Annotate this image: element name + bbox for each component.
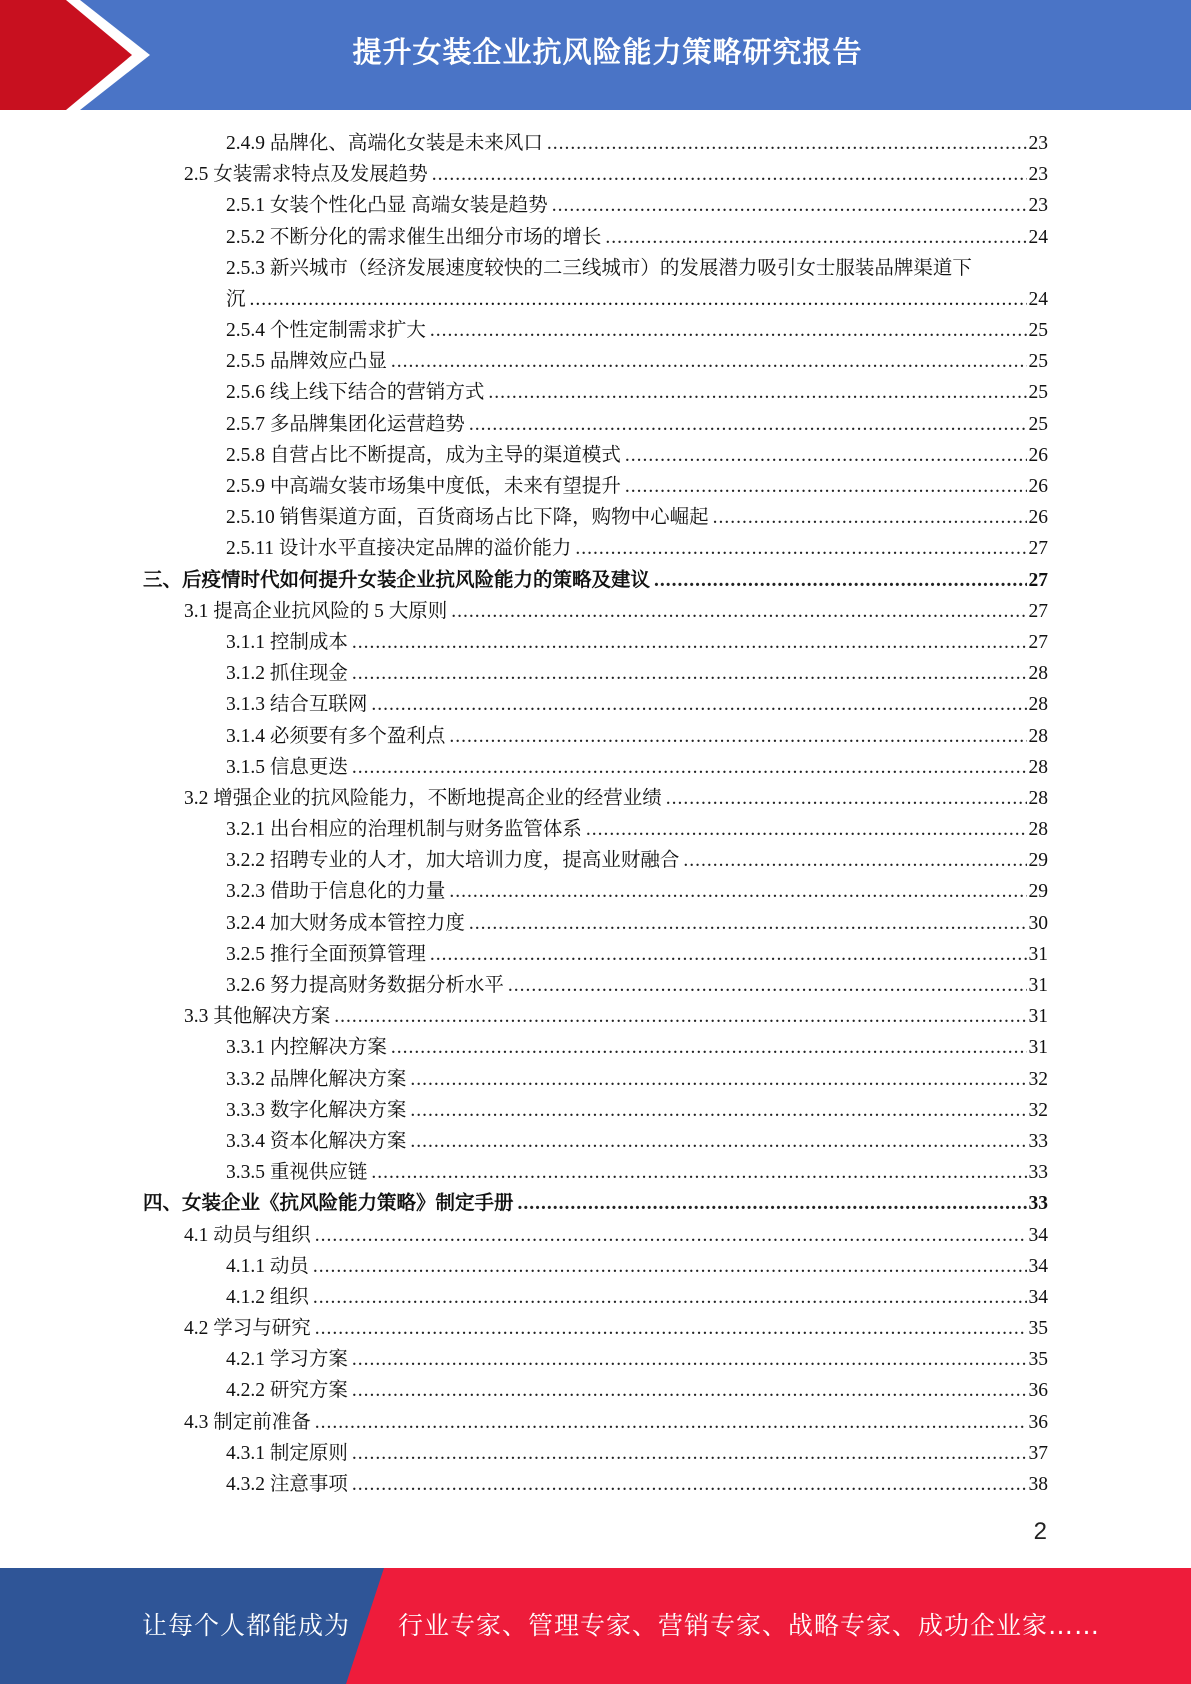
toc-leader-dots [518, 1188, 1027, 1219]
toc-entry[interactable] [0, 1313, 1191, 1344]
toc-entry-page: 24 [1028, 226, 1048, 248]
toc-entry-page: 26 [1028, 476, 1048, 498]
toc-entry[interactable] [0, 752, 1191, 783]
toc-leader-dots [352, 627, 1027, 658]
toc-leader-dots [352, 658, 1027, 689]
toc-entry-page: 28 [1028, 756, 1048, 778]
toc-entry[interactable] [0, 159, 1191, 190]
toc-entry-page: 28 [1028, 694, 1048, 716]
toc-entry-title: 学习方案 [269, 1349, 348, 1371]
toc-entry-page: 27 [1028, 538, 1048, 560]
toc-entry-page: 31 [1028, 975, 1048, 997]
toc-leader-dots [352, 1344, 1027, 1375]
toc-entry-page: 31 [1028, 1037, 1048, 1059]
toc-entry[interactable] [0, 471, 1191, 502]
toc-leader-dots [352, 1469, 1027, 1500]
toc-entry[interactable] [0, 346, 1191, 377]
toc-entry-title: 自营占比不断提高，成为主导的渠道模式 [269, 444, 621, 466]
toc-entry[interactable] [0, 502, 1191, 533]
toc-entry-number: 4.3.1 [226, 1442, 265, 1464]
toc-leader-dots [469, 409, 1027, 440]
toc-entry-number: 3.3 [184, 1006, 209, 1028]
toc-entry-number: 2.5.8 [226, 444, 265, 466]
toc-entry[interactable] [0, 253, 1191, 315]
toc-leader-dots [315, 1407, 1027, 1438]
toc-entry[interactable] [0, 627, 1191, 658]
toc-entry-title: 抓住现金 [269, 663, 348, 685]
toc-entry-title: 女装需求特点及发展趋势 [213, 164, 428, 186]
toc-entry-page: 29 [1028, 850, 1048, 872]
toc-entry-title: 研究方案 [269, 1380, 348, 1402]
footer-slogan-left: 让每个人都能成为 [142, 1611, 351, 1640]
toc-leader-dots [410, 1064, 1026, 1095]
toc-entry-title: 不断分化的需求催生出细分市场的增长 [269, 226, 602, 248]
toc-leader-dots [488, 377, 1026, 408]
toc-entry[interactable] [0, 845, 1191, 876]
toc-entry-title: 线上线下结合的营销方式 [269, 382, 485, 404]
toc-entry-page: 25 [1028, 320, 1048, 342]
toc-entry[interactable] [0, 315, 1191, 346]
toc-leader-dots [352, 1375, 1027, 1406]
toc-entry-title: 组织 [269, 1286, 309, 1308]
toc-entry-number: 2.5.4 [226, 320, 265, 342]
toc-entry-page: 36 [1028, 1380, 1048, 1402]
toc-entry-page: 35 [1028, 1349, 1048, 1371]
toc-entry[interactable] [0, 970, 1191, 1001]
toc-entry[interactable] [0, 1469, 1191, 1500]
toc-entry-number: 3.1.2 [226, 663, 265, 685]
toc-entry[interactable] [0, 1001, 1191, 1032]
toc-entry-page: 35 [1028, 1318, 1048, 1340]
toc-entry-title: 后疫情时代如何提升女装企业抗风险能力的策略及建议 [182, 569, 651, 591]
toc-entry-number: 3.1.1 [226, 631, 265, 653]
toc-entry-number: 3.3.3 [226, 1099, 265, 1121]
toc-entry-number: 3.2.6 [226, 975, 265, 997]
toc-leader-dots [250, 284, 1027, 315]
toc-entry[interactable] [0, 908, 1191, 939]
toc-entry-title: 动员与组织 [213, 1224, 311, 1246]
toc-entry-title: 结合互联网 [269, 694, 368, 716]
toc-entry-title: 努力提高财务数据分析水平 [269, 975, 504, 997]
toc-entry-number: 4.3.2 [226, 1474, 265, 1496]
toc-entry-number: 2.5.10 [226, 507, 275, 529]
toc-entry-title: 学习与研究 [213, 1318, 311, 1340]
toc-entry[interactable] [0, 689, 1191, 720]
toc-entry-title: 其他解决方案 [213, 1006, 331, 1028]
toc-leader-dots [313, 1282, 1027, 1313]
toc-entry[interactable] [0, 1095, 1191, 1126]
toc-entry[interactable] [0, 1220, 1191, 1251]
toc-entry-page: 23 [1028, 132, 1048, 154]
toc-entry[interactable] [0, 1407, 1191, 1438]
toc-entry-title: 设计水平直接决定品牌的溢价能力 [278, 538, 572, 560]
toc-entry-title-continued: 沉 [226, 288, 246, 310]
toc-entry-number: 3.2 [184, 787, 209, 809]
page-number: 2 [1033, 1518, 1047, 1545]
toc-entry-page: 33 [1028, 1193, 1048, 1215]
toc-leader-dots [315, 1220, 1027, 1251]
toc-entry-number: 3.1.5 [226, 756, 265, 778]
toc-leader-dots [575, 533, 1026, 564]
toc-entry-number: 2.5.2 [226, 226, 265, 248]
toc-entry-number: 2.5.6 [226, 382, 265, 404]
toc-leader-dots [666, 783, 1027, 814]
toc-leader-dots [713, 502, 1027, 533]
toc-leader-dots [469, 908, 1027, 939]
toc-leader-dots [449, 721, 1026, 752]
toc-entry-title: 动员 [269, 1255, 309, 1277]
toc-leader-dots [449, 876, 1026, 907]
toc-entry-page: 38 [1028, 1474, 1048, 1496]
toc-leader-dots [391, 346, 1027, 377]
toc-entry-number: 3.2.4 [226, 912, 265, 934]
toc-entry-number: 3.3.2 [226, 1068, 265, 1090]
toc-entry[interactable] [0, 814, 1191, 845]
toc-entry[interactable] [0, 658, 1191, 689]
toc-entry-page: 27 [1028, 600, 1048, 622]
toc-entry-number: 3.1 [184, 600, 209, 622]
toc-entry-page: 28 [1028, 819, 1048, 841]
toc-entry-title: 内控解决方案 [269, 1037, 387, 1059]
toc-leader-dots [451, 596, 1026, 627]
toc-entry[interactable] [0, 1126, 1191, 1157]
toc-entry-title: 女装个性化凸显 高端女装是趋势 [269, 195, 548, 217]
toc-entry-title: 重视供应链 [269, 1162, 368, 1184]
toc-entry[interactable] [0, 1376, 1191, 1407]
toc-leader-dots [508, 970, 1027, 1001]
toc-entry-page: 26 [1028, 444, 1048, 466]
toc-entry-title: 女装企业《抗风险能力策略》制定手册 [182, 1193, 514, 1215]
toc-entry-title: 控制成本 [269, 631, 348, 653]
toc-entry-page: 26 [1028, 507, 1048, 529]
toc-leader-dots [432, 159, 1027, 190]
footer-slogan-right: 行业专家、管理专家、营销专家、战略专家、成功企业家…… [398, 1611, 1101, 1640]
toc-entry-page: 37 [1028, 1442, 1048, 1464]
toc-entry[interactable] [0, 222, 1191, 253]
toc-entry[interactable] [0, 128, 1191, 159]
toc-entry[interactable] [0, 1282, 1191, 1313]
toc-entry-number: 3.2.2 [226, 850, 265, 872]
toc-entry-page: 23 [1028, 195, 1048, 217]
toc-entry[interactable] [0, 596, 1191, 627]
page-header [0, 0, 1191, 110]
toc-entry-number: 2.4.9 [226, 132, 265, 154]
toc-entry-title: 出台相应的治理机制与财务监管体系 [269, 819, 582, 841]
toc-entry-number: 2.5.1 [226, 195, 265, 217]
toc-leader-dots [352, 752, 1027, 783]
toc-leader-dots [605, 222, 1026, 253]
toc-chapter-entry[interactable] [0, 565, 1191, 596]
toc-entry-title: 提高企业抗风险的 5 大原则 [213, 600, 448, 622]
toc-leader-dots [410, 1095, 1026, 1126]
toc-entry-page: 23 [1028, 164, 1048, 186]
toc-entry-number: 4.2 [184, 1318, 209, 1340]
toc-entry-page: 28 [1028, 725, 1048, 747]
toc-leader-dots [586, 814, 1027, 845]
toc-leader-dots [552, 190, 1027, 221]
toc-entry-title: 制定前准备 [213, 1411, 311, 1433]
toc-entry-number: 3.2.3 [226, 881, 265, 903]
toc-entry-title: 必须要有多个盈利点 [269, 725, 446, 747]
toc-entry-number: 2.5.7 [226, 413, 265, 435]
toc-entry-page: 24 [1028, 288, 1048, 310]
toc-entry[interactable] [0, 1064, 1191, 1095]
toc-entry[interactable] [0, 721, 1191, 752]
toc-entry-title: 资本化解决方案 [269, 1130, 407, 1152]
toc-entry-page: 34 [1028, 1286, 1048, 1308]
toc-leader-dots [391, 1032, 1027, 1063]
toc-entry-page: 31 [1028, 1006, 1048, 1028]
toc-leader-dots [547, 128, 1027, 159]
toc-entry-title: 数字化解决方案 [269, 1099, 407, 1121]
toc-entry-number: 4.2.1 [226, 1349, 265, 1371]
toc-entry-number: 2.5.9 [226, 476, 265, 498]
toc-entry[interactable] [0, 1032, 1191, 1063]
toc-entry-number: 四、 [143, 1193, 183, 1215]
toc-entry-title: 销售渠道方面，百货商场占比下降，购物中心崛起 [279, 507, 709, 529]
toc-entry[interactable] [0, 783, 1191, 814]
toc-entry-page: 34 [1028, 1224, 1048, 1246]
toc-entry-number: 3.3.1 [226, 1037, 265, 1059]
toc-leader-dots [625, 440, 1027, 471]
toc-entry-page: 29 [1028, 881, 1048, 903]
toc-entry-number: 3.2.5 [226, 943, 265, 965]
toc-entry[interactable] [0, 409, 1191, 440]
toc-entry-page: 36 [1028, 1411, 1048, 1433]
toc-leader-dots [654, 565, 1026, 596]
toc-entry-title: 信息更迭 [269, 756, 348, 778]
toc-entry-title: 增强企业的抗风险能力，不断地提高企业的经营业绩 [213, 787, 662, 809]
toc-entry-title: 招聘专业的人才，加大培训力度，提高业财融合 [269, 850, 680, 872]
toc-entry[interactable] [0, 1438, 1191, 1469]
toc-entry-page: 31 [1028, 943, 1048, 965]
toc-leader-dots [315, 1313, 1027, 1344]
toc-entry-number: 4.2.2 [226, 1380, 265, 1402]
toc-entry-page: 25 [1028, 413, 1048, 435]
toc-entry-number: 三、 [143, 569, 183, 591]
toc-leader-dots [371, 689, 1026, 720]
toc-leader-dots [430, 939, 1027, 970]
toc-entry-page: 34 [1028, 1255, 1048, 1277]
toc-leader-dots [334, 1001, 1026, 1032]
toc-entry-page: 33 [1028, 1162, 1048, 1184]
toc-entry-page: 25 [1028, 382, 1048, 404]
toc-entry[interactable] [0, 1157, 1191, 1188]
toc-entry-page: 28 [1028, 787, 1048, 809]
toc-entry-title: 多品牌集团化运营趋势 [269, 413, 465, 435]
toc-entry-page: 28 [1028, 663, 1048, 685]
toc-entry-page: 30 [1028, 912, 1048, 934]
toc-entry-number: 3.3.4 [226, 1130, 265, 1152]
toc-entry[interactable] [0, 533, 1191, 564]
toc-entry[interactable] [0, 1344, 1191, 1375]
page-footer [0, 1568, 1191, 1684]
toc-leader-dots [430, 315, 1027, 346]
toc-entry-number: 2.5.5 [226, 351, 265, 373]
toc-entry[interactable] [0, 1251, 1191, 1282]
report-title: 提升女装企业抗风险能力策略研究报告 [352, 34, 863, 69]
toc-leader-dots [313, 1251, 1027, 1282]
toc-entry-title: 注意事项 [269, 1474, 348, 1496]
toc-entry-title: 个性定制需求扩大 [269, 320, 426, 342]
toc-entry-title: 借助于信息化的力量 [269, 881, 446, 903]
toc-entry-number: 4.1.2 [226, 1286, 265, 1308]
toc-entry[interactable] [0, 378, 1191, 409]
toc-leader-dots [625, 471, 1027, 502]
toc-entry-page: 27 [1028, 569, 1048, 591]
toc-chapter-entry[interactable] [0, 1188, 1191, 1219]
toc-entry-number: 3.2.1 [226, 819, 265, 841]
toc-entry-title: 加大财务成本管控力度 [269, 912, 465, 934]
toc-entry-page: 32 [1028, 1099, 1048, 1121]
toc-entry-title: 新兴城市（经济发展速度较快的二三线城市）的发展潜力吸引女士服装品牌渠道下 [269, 257, 972, 279]
toc-entry-number: 3.3.5 [226, 1162, 265, 1184]
toc-entry-title: 推行全面预算管理 [269, 943, 426, 965]
toc-entry-page: 32 [1028, 1068, 1048, 1090]
toc-entry-page: 25 [1028, 351, 1048, 373]
toc-entry[interactable] [0, 939, 1191, 970]
toc-entry-title: 品牌化、高端化女装是未来风口 [269, 132, 543, 154]
toc-entry-title: 品牌化解决方案 [269, 1068, 407, 1090]
toc-entry-title: 制定原则 [269, 1442, 348, 1464]
toc-entry-number: 4.1.1 [226, 1255, 265, 1277]
toc-entry[interactable] [0, 190, 1191, 221]
toc-entry-number: 3.1.3 [226, 694, 265, 716]
toc-entry-number: 4.1 [184, 1224, 209, 1246]
toc-leader-dots [410, 1126, 1026, 1157]
toc-leader-dots [683, 845, 1026, 876]
toc-leader-dots [371, 1157, 1026, 1188]
toc-entry[interactable] [0, 440, 1191, 471]
toc-entry-number: 2.5.11 [226, 538, 275, 560]
toc-entry-number: 2.5 [184, 164, 209, 186]
toc-leader-dots [352, 1438, 1027, 1469]
toc-entry-page: 33 [1028, 1130, 1048, 1152]
toc-entry-page: 27 [1028, 631, 1048, 653]
toc-entry-number: 3.1.4 [226, 725, 265, 747]
toc-entry-title: 中高端女装市场集中度低，未来有望提升 [269, 476, 621, 498]
toc-entry-number: 4.3 [184, 1411, 209, 1433]
toc-entry-number: 2.5.3 [226, 257, 265, 279]
toc-entry-title: 品牌效应凸显 [269, 351, 387, 373]
table-of-contents [0, 128, 1191, 1500]
toc-entry[interactable] [0, 877, 1191, 908]
